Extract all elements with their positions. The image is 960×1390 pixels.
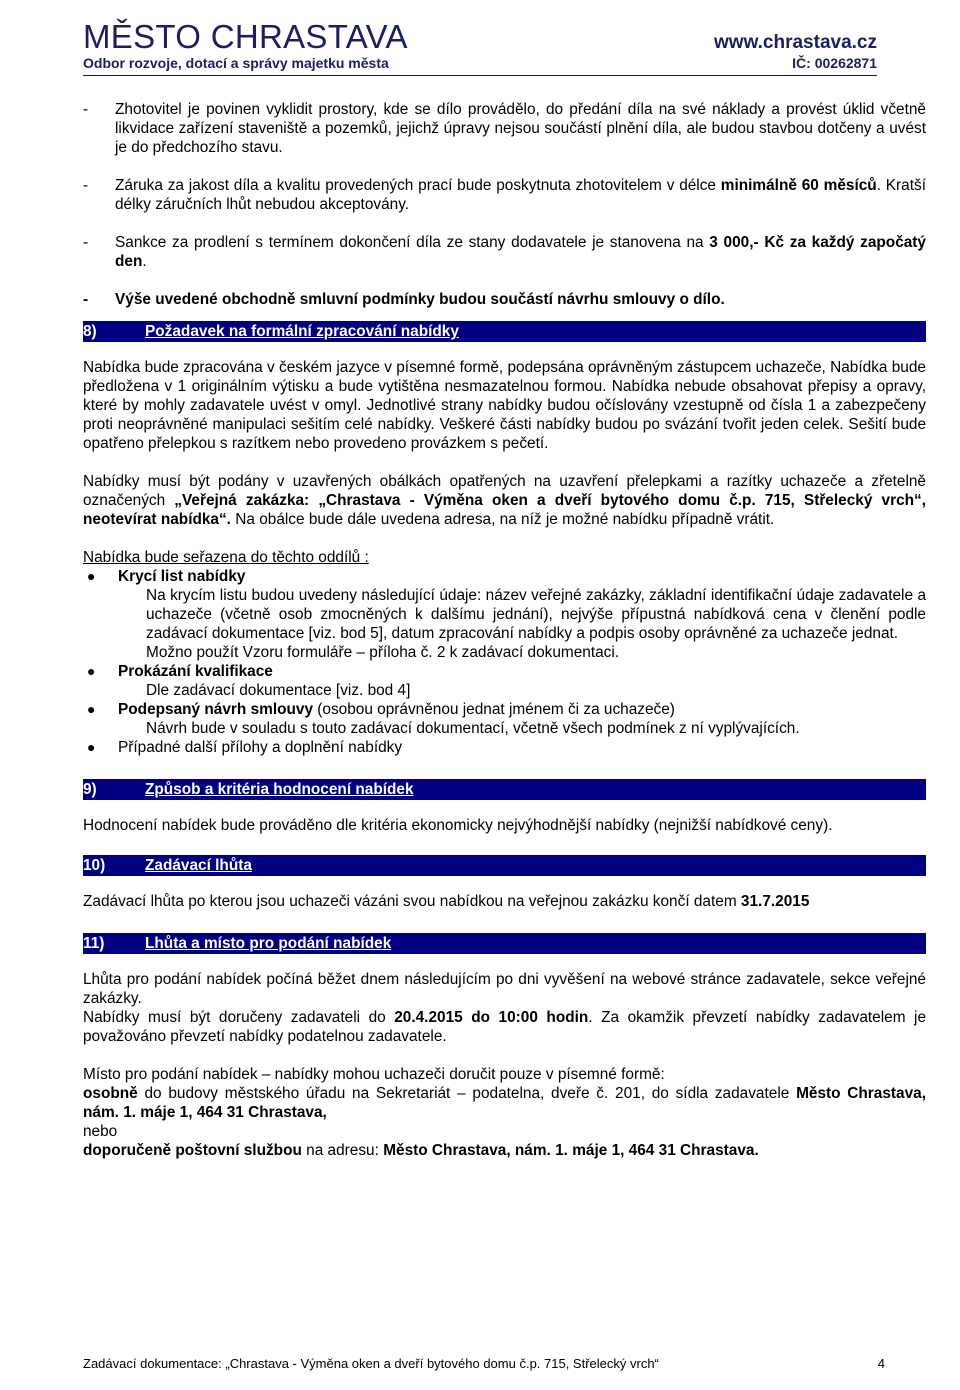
list-item: - Záruka za jakost díla a kvalitu provedených prací bude poskytnuta zhotovitelem v délce minimálně 60 měsíců. Kratší délky záručních lhůt nebudou akceptovány. xyxy=(83,177,926,213)
page-footer xyxy=(83,1356,883,1371)
page-header xyxy=(0,0,960,80)
item-description: Možno použít Vzoru formuláře – příloha č. 2 k zadávací dokumentaci. xyxy=(146,644,620,661)
paragraph: Zadávací lhůta po kterou jsou uchazeči vázáni svou nabídkou na veřejnou zakázku končí datem 31.7.2015 xyxy=(83,893,810,910)
paragraph: Lhůta pro podání nabídek počíná běžet dnem následujícím po dni vyvěšení na webové stránce zadavatele, sekce veřejné zakázky. xyxy=(83,971,926,1007)
paragraph: Místo pro podání nabídek – nabídky mohou uchazeči doručit pouze v písemné formě: xyxy=(83,1066,665,1083)
item-description: Návrh bude v souladu s touto zadávací dokumentací, včetně všech podmínek z ní vyplývajících. xyxy=(146,720,800,737)
item-description: Na krycím listu budou uvedeny následující údaje: název veřejné zakázky, základní identifikační údaje zadavatele a uchazeče (včetně osob zmocněných k dalšímu jednání), nejvýše přípustná nabídková cena v členění podle zadávací dokumentace [viz. bod 5], datum zpracování nabídky a podpis osoby oprávněné za uchazeče jednat. xyxy=(146,587,926,642)
item-description: Dle zadávací dokumentace [viz. bod 4] xyxy=(146,682,411,699)
header-title: MĚSTO CHRASTAVA xyxy=(83,18,408,55)
list-item: ● Krycí list nabídky xyxy=(87,568,246,585)
paragraph: doporučeně poštovní službou na adresu: Město Chrastava, nám. 1. máje 1, 464 31 Chrastava. xyxy=(83,1142,759,1159)
header-divider xyxy=(83,75,877,76)
list-item: ● Případné další přílohy a doplnění nabídky xyxy=(87,739,403,756)
footer-text: Zadávací dokumentace: „Chrastava - Výměna oken a dveří bytového domu č.p. 715, Střelecký vrch“ xyxy=(83,1356,659,1371)
list-item: ● Podepsaný návrh smlouvy (osobou oprávněnou jednat jménem či za uchazeče) xyxy=(87,701,675,718)
header-website: www.chrastava.cz xyxy=(714,32,877,53)
list-item: - Zhotovitel je povinen vyklidit prostory, kde se dílo provádělo, do předání díla na své náklady a provést úklid včetně likvidace zařízení staveniště a pozemků, jejichž úpravy nejsou součástí plnění díla, ale budou stavbou dotčeny a uvést je do předchozího stavu. xyxy=(83,101,926,156)
order-title: Nabídka bude seřazena do těchto oddílů : xyxy=(83,549,369,566)
section-heading-8: 8) Požadavek na formální zpracování nabídky xyxy=(83,321,926,342)
page-number: 4 xyxy=(877,1356,885,1371)
list-item: - Sankce za prodlení s termínem dokončení díla ze stany dodavatele je stanovena na 3 000,- Kč za každý započatý den. xyxy=(83,234,926,270)
header-subtitle: Odbor rozvoje, dotací a správy majetku města xyxy=(83,55,389,71)
list-item: - Výše uvedené obchodně smluvní podmínky budou součástí návrhu smlouvy o dílo. xyxy=(83,291,725,308)
paragraph: Nabídka bude zpracována v českém jazyce v písemné formě, podepsána oprávněným zástupcem uchazeče, Nabídka bude předložena v 1 originálním výtisku a bude vytištěna nesmazatelnou formou. Nabídka nebude obsahovat přepisy a opravy, které by mohly zadavatele uvést v omyl. Jednotlivé strany nabídky budou očíslovány vzestupně od čísla 1 a zabezpečeny proti neoprávněné manipulaci sešitím celé nabídky. Veškeré části nabídky budou po svázání tvořit jeden celek. Sešití bude opatřeno přelepkou s razítkem nebo provedeno provázkem s pečetí. xyxy=(83,359,926,452)
paragraph: Hodnocení nabídek bude prováděno dle kritéria ekonomicky nejvýhodnější nabídky (nejnižší nabídkové ceny). xyxy=(83,817,833,834)
section-heading-9: 9) Způsob a kritéria hodnocení nabídek xyxy=(83,779,926,800)
header-ic: IČ: 00262871 xyxy=(792,55,877,71)
section-heading-10: 10) Zadávací lhůta xyxy=(83,855,926,876)
paragraph: nebo xyxy=(83,1123,118,1140)
list-item: ● Prokázání kvalifikace xyxy=(87,663,273,680)
paragraph: Nabídky musí být doručeny zadavateli do 20.4.2015 do 10:00 hodin. Za okamžik převzetí nabídky zadavatelem je považováno převzetí nabídky podatelnou zadavatele. xyxy=(83,1009,927,1045)
paragraph: Nabídky musí být podány v uzavřených obálkách opatřených na uzavření přelepkami a razítky uchazeče a zřetelně označených „Veřejná zakázka: „Chrastava - Výměna oken a dveří bytového domu č.p. 715, Střelecký vrch“, neotevírat nabídka“. Na obálce bude dále uvedena adresa, na níž je možné nabídku případně vrátit. xyxy=(83,473,926,528)
paragraph: osobně do budovy městského úřadu na Sekretariát – podatelna, dveře č. 201, do sídla zadavatele Město Chrastava, nám. 1. máje 1, 464 31 Chrastava, xyxy=(83,1085,926,1121)
document-body xyxy=(83,100,926,1160)
section-heading-11: 11) Lhůta a místo pro podání nabídek xyxy=(83,933,926,954)
